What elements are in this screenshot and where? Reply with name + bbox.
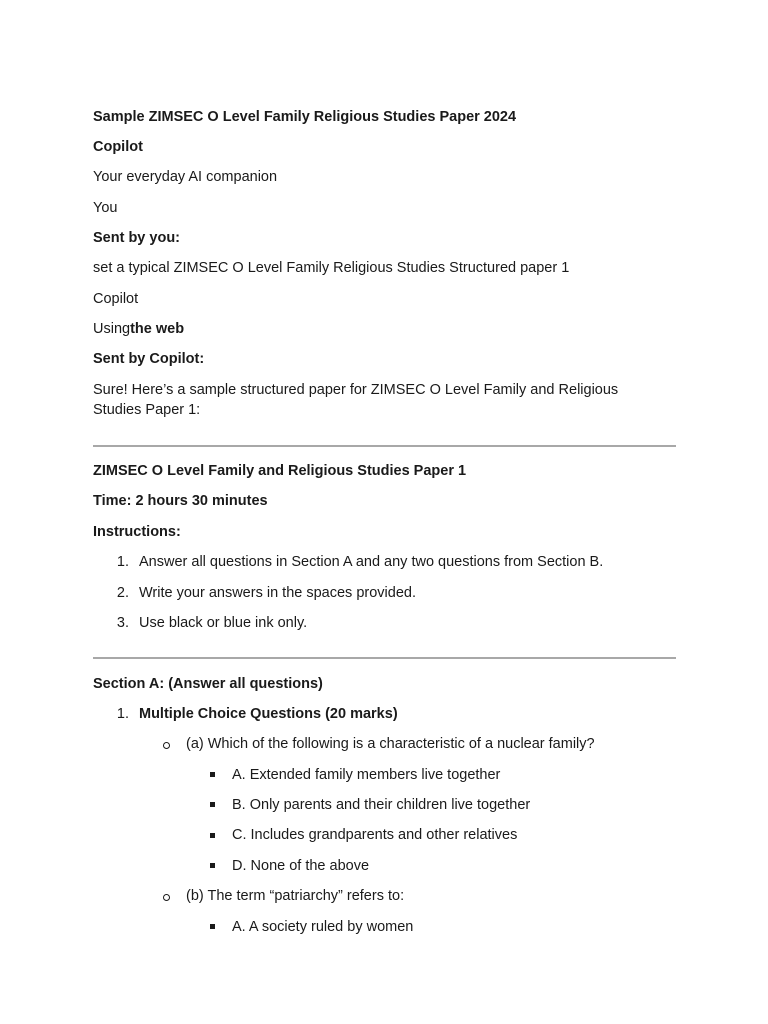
divider bbox=[93, 657, 676, 659]
option-item: A. Extended family members live together bbox=[232, 767, 501, 783]
instructions-heading: Instructions: bbox=[93, 524, 181, 540]
option-item: B. Only parents and their children live together bbox=[232, 797, 531, 813]
using-source-line bbox=[93, 319, 184, 339]
question-number: 1. bbox=[116, 706, 129, 722]
square-bullet-icon bbox=[210, 833, 215, 838]
instruction-item: Use black or blue ink only. bbox=[139, 615, 308, 631]
assistant-tagline: Your everyday AI companion bbox=[93, 169, 278, 185]
user-label: You bbox=[93, 200, 118, 216]
option-item: C. Includes grandparents and other relatives bbox=[232, 827, 518, 843]
using-source: the web bbox=[130, 321, 185, 337]
user-message: set a typical ZIMSEC O Level Family Religious Studies Structured paper 1 bbox=[93, 260, 570, 276]
sub-question-b: (b) The term “patriarchy” refers to: bbox=[186, 888, 405, 904]
instruction-number: 2. bbox=[116, 585, 129, 601]
document-title: Sample ZIMSEC O Level Family Religious Studies Paper 2024 bbox=[93, 109, 517, 125]
assistant-label: Copilot bbox=[93, 291, 139, 307]
square-bullet-icon bbox=[210, 802, 215, 807]
instruction-number: 1. bbox=[116, 554, 129, 570]
option-item: A. A society ruled by women bbox=[232, 919, 414, 935]
sent-by-you-label: Sent by you: bbox=[93, 230, 181, 246]
using-prefix: Using bbox=[93, 321, 131, 337]
instruction-item: Write your answers in the spaces provided. bbox=[139, 585, 416, 601]
square-bullet-icon bbox=[210, 863, 215, 868]
assistant-name: Copilot bbox=[93, 139, 143, 155]
paper-time: Time: 2 hours 30 minutes bbox=[93, 493, 268, 509]
question-title: Multiple Choice Questions (20 marks) bbox=[139, 706, 398, 722]
option-item: D. None of the above bbox=[232, 858, 370, 874]
sent-by-copilot-label: Sent by Copilot: bbox=[93, 351, 205, 367]
sub-question-a: (a) Which of the following is a characteristic of a nuclear family? bbox=[186, 736, 595, 752]
section-a-heading: Section A: (Answer all questions) bbox=[93, 676, 323, 692]
circle-bullet-icon bbox=[163, 742, 170, 749]
square-bullet-icon bbox=[210, 924, 215, 929]
square-bullet-icon bbox=[210, 772, 215, 777]
instruction-item: Answer all questions in Section A and any two questions from Section B. bbox=[139, 554, 604, 570]
response-intro: Sure! Here’s a sample structured paper for ZIMSEC O Level Family and Religious Studies Paper 1: bbox=[93, 382, 619, 418]
instruction-number: 3. bbox=[116, 615, 129, 631]
divider bbox=[93, 445, 676, 447]
paper-title: ZIMSEC O Level Family and Religious Studies Paper 1 bbox=[93, 463, 467, 479]
circle-bullet-icon bbox=[163, 894, 170, 901]
